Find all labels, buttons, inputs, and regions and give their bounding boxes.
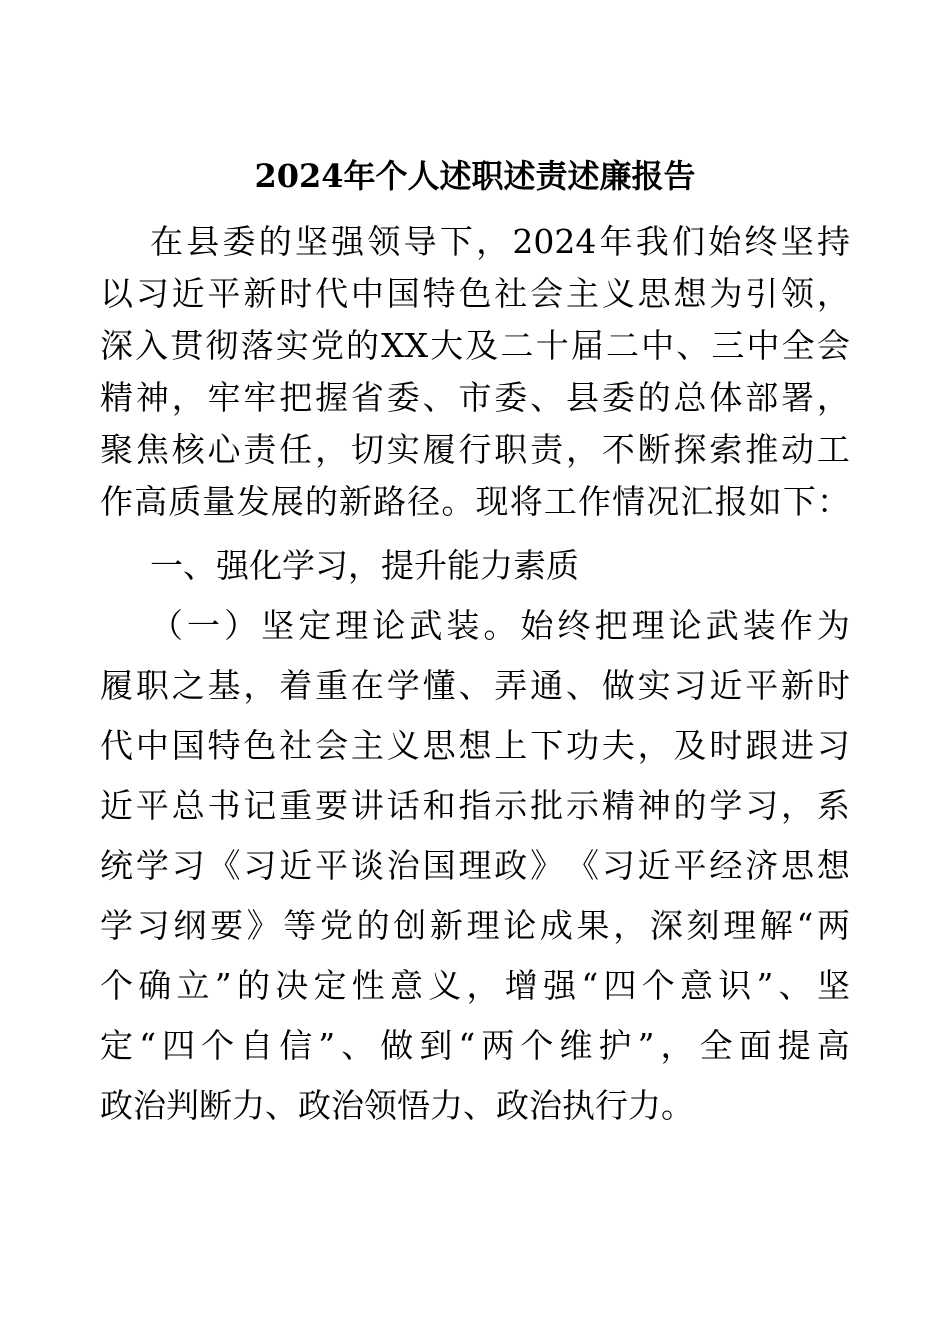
body-line: 精 神 ， 牢 牢 把 握 省 委 、 市 委 、 县 委 的 总 体 部 署 ，	[100, 378, 850, 417]
section-heading: 一、强化学习，提升能力素质	[150, 546, 579, 585]
body-line: 聚 焦 核 心 责 任 ， 切 实 履 行 职 责 ， 不 断 探 索 推 动 工	[100, 430, 850, 469]
body-line: 履 职 之 基 ， 着 重 在 学 懂 、 弄 通 、 做 实 习 近 平 新 时	[100, 666, 850, 705]
body-line: 学 习 纲 要 》 等 党 的 创 新 理 论 成 果 ， 深 刻 理 解 “ 两	[100, 906, 850, 945]
body-line: 作 高 质 量 发 展 的 新 路 径 。 现 将 工 作 情 况 汇 报 如 下 ：	[100, 482, 850, 521]
body-line: 在 县 委 的 坚 强 领 导 下 ， 2024 年 我 们 始 终 坚 持	[150, 222, 850, 261]
body-line: 近 平 总 书 记 重 要 讲 话 和 指 示 批 示 精 神 的 学 习 ， 系	[100, 786, 850, 825]
body-line: 定 “ 四 个 自 信 ” 、 做 到 “ 两 个 维 护 ” ， 全 面 提 高	[100, 1026, 850, 1065]
document-title: 2024年个人述职述责述廉报告	[254, 157, 696, 195]
body-line: 代 中 国 特 色 社 会 主 义 思 想 上 下 功 夫 ， 及 时 跟 进 习	[100, 726, 850, 765]
body-line: （ 一 ） 坚 定 理 论 武 装 。 始 终 把 理 论 武 装 作 为	[150, 606, 850, 645]
body-line: 个 确 立 ” 的 决 定 性 意 义 ， 增 强 “ 四 个 意 识 ” 、 坚	[100, 966, 850, 1005]
body-line: 政治判断力、政治领悟力、政治执行力。	[100, 1086, 694, 1125]
body-line: 深 入 贯 彻 落 实 党 的 XX 大 及 二 十 届 二 中 、 三 中 全 会	[100, 326, 850, 365]
body-line: 以 习 近 平 新 时 代 中 国 特 色 社 会 主 义 思 想 为 引 领 ，	[100, 274, 850, 313]
body-line: 统 学 习 《 习 近 平 谈 治 国 理 政 》 《 习 近 平 经 济 思 想	[100, 846, 850, 885]
